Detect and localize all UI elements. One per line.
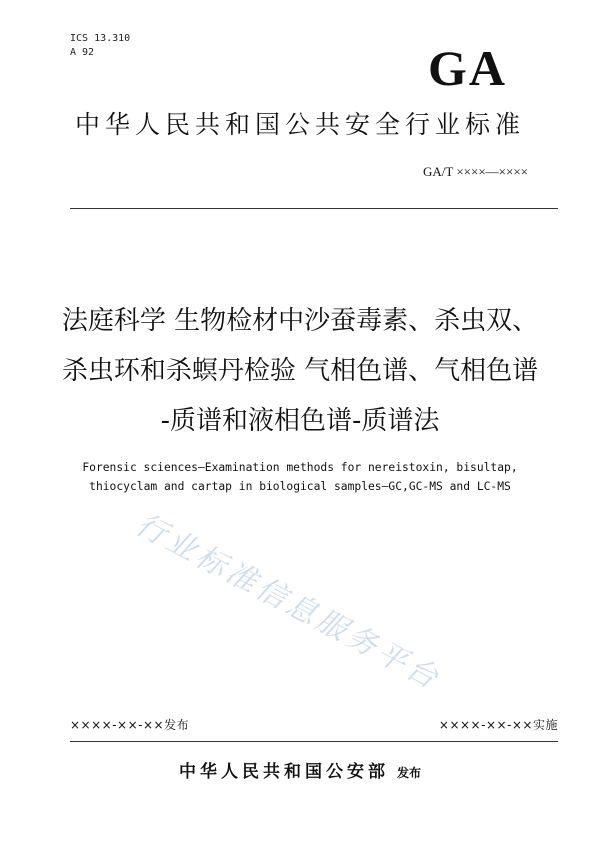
ga-logo: GA [428,40,507,96]
watermark-text: 行业标准信息服务平台 [129,507,447,698]
issuer-line [0,757,600,782]
english-title-line-1: Forensic sciences—Examination methods for nereistoxin, bisultap, [82,461,518,474]
english-title-line-2: thiocyclam and cartap in biological samples—GC,GC-MS and LC-MS [89,480,511,493]
ics-code-block [70,32,130,60]
issuer-name: 中华人民共和国公安部 [178,762,389,782]
issue-date: ××××-××-××发布 [70,718,190,732]
ccs-code: A 92 [70,47,95,58]
implementation-date: ××××-××-××实施 [438,718,558,732]
chinese-title [30,296,570,446]
standard-code: GA/T ××××—×××× [423,164,528,179]
chinese-title-line-1: 法庭科学 生物检材中沙蚕毒素、杀虫双、 [61,306,539,336]
chinese-title-line-2: 杀虫环和杀螟丹检验 气相色谱、气相色谱 [61,356,539,386]
chinese-title-line-3: -质谱和液相色谱-质谱法 [160,406,440,436]
ics-code: ICS 13.310 [70,33,131,44]
standard-category: 中华人民共和国公共安全行业标准 [74,110,525,139]
english-title [30,458,570,496]
issuer-suffix: 发布 [396,766,421,780]
bottom-divider [70,741,558,742]
top-divider [70,208,558,209]
